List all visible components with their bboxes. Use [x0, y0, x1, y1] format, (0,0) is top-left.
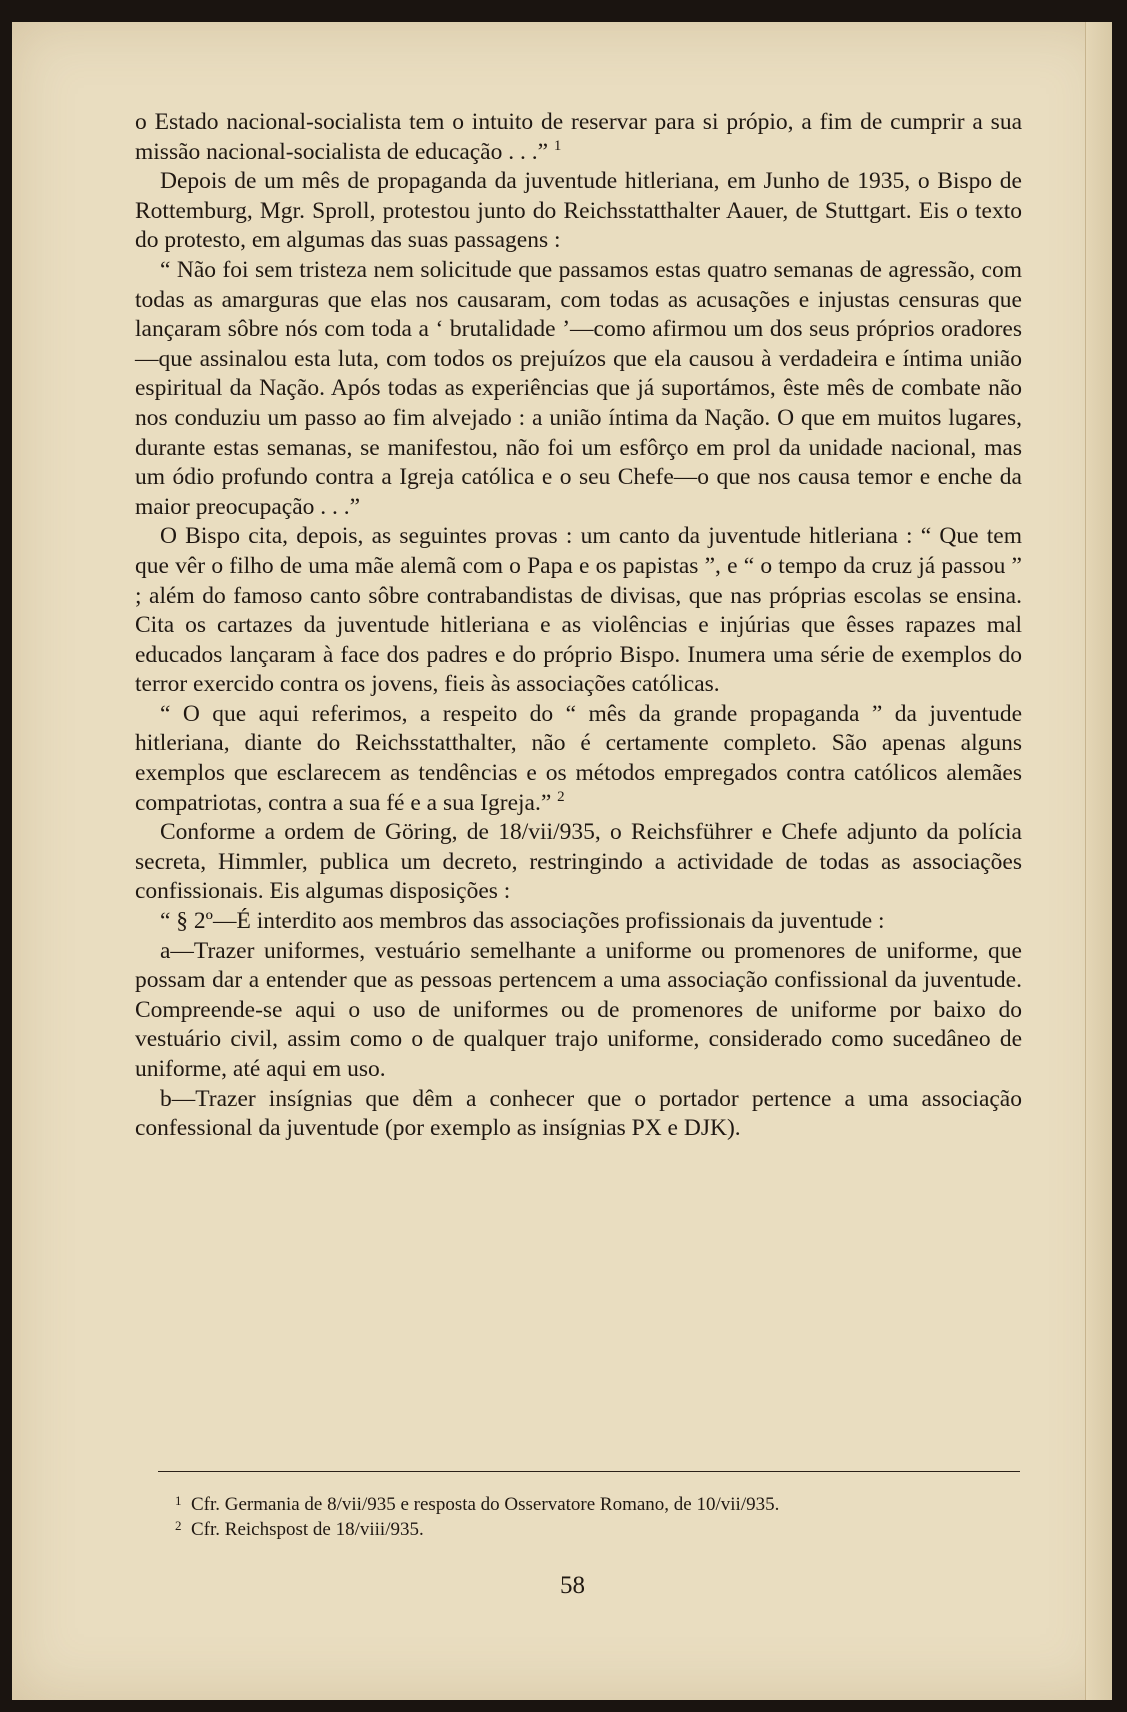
- footnote-text: Cfr. Germania de 8/vii/935 e resposta do Osservatore Romano, de 10/vii/935.: [191, 1494, 780, 1515]
- paragraph: “ § 2º—É interdito aos membros das associações profissionais da juventude :: [160, 908, 885, 935]
- paragraph: “ Não foi sem tristeza nem solicitude que passamos estas quatro semanas de agressão, com todas as amarguras que elas nos causaram, com todas as acusações e injustas censuras que lançaram sôbre nós com toda a ‘ brutalidade ’—como afirmou um dos seus próprios oradores—que assinalou esta luta, com todos os prejuízos que ela causou à verdadeira e íntima união espiritual da Nação. Após todas as experiências que já suportámos, êste mês de combate não nos conduziu um passo ao fim alvejado : a união íntima da Nação. O que em muitos lugares, durante estas semanas, se manifestou, não foi um esfôrço em prol da unidade nacional, mas um ódio profundo contra a Igreja católica e o seu Chefe—o que nos causa temor e enche da maior preocupação . . .”: [135, 256, 1022, 520]
- paragraph: b—Trazer insígnias que dêm a conhecer que o portador pertence a uma associação confessional da juventude (por exemplo as insígnias PX e DJK).: [135, 1085, 1022, 1142]
- body-text: [135, 108, 1022, 1144]
- footnote-divider: [158, 1471, 1020, 1472]
- paragraph: o Estado nacional-socialista tem o intuito de reservar para si própio, a fim de cumprir a sua missão nacional-socialista de educação . . .” $^1$: [135, 109, 1022, 165]
- paragraph: a—Trazer uniformes, vestuário semelhante a uniforme ou promenores de uniforme, que possam dar a entender que as pessoas pertencem a uma associação confissional da juventude. Compreende-se aqui o uso de uniformes ou de promenores de uniforme por baixo do vestuário civil, assim como o de qualquer trajo uniforme, considerado como sucedâneo de uniforme, até aqui em uso.: [135, 937, 1022, 1082]
- footnote-mark: 2: [175, 1518, 182, 1533]
- paragraph: O Bispo cita, depois, as seguintes provas : um canto da juventude hitleriana : “ Que tem que vêr o filho de uma mãe alemã com o Papa e os papistas ”, e “ o tempo da cruz já passou ” ; além do famoso canto sôbre contrabandistas de divisas, que nas próprias escolas se ensina. Cita os cartazes da juventude hitleriana e as violências e injúrias que êsses rapazes mal educados lançaram à face dos padres e do próprio Bispo. Inumera uma série de exemplos do terror exercido contra os jovens, fieis às associações católicas.: [135, 523, 1022, 698]
- footnote: [175, 1492, 1005, 1517]
- paragraph: “ O que aqui referimos, a respeito do “ mês da grande propaganda ” da juventude hitleriana, diante do Reichsstatthalter, não é certamente completo. São apenas alguns exemplos que esclarecem as tendências e os métodos empregados contra católicos alemães compatriotas, contra a sua fé e a sua Igreja.” $^2$: [135, 700, 1022, 816]
- paragraph: Depois de um mês de propaganda da juventude hitleriana, em Junho de 1935, o Bispo de Rottemburg, Mgr. Sproll, protestou junto do Reichsstatthalter Aauer, de Stuttgart. Eis o texto do protesto, em algumas das suas passagens :: [135, 168, 1022, 254]
- paragraph: Conforme a ordem de Göring, de 18/vii/935, o Reichsführer e Chefe adjunto da polícia secreta, Himmler, publica um decreto, restringindo a actividade de todas as associações confissionais. Eis algumas disposições :: [135, 819, 1022, 905]
- footnote-text: Cfr. Reichspost de 18/viii/935.: [191, 1519, 424, 1540]
- footnote-mark: 1: [175, 1493, 182, 1508]
- footnote-ref-1: 1: [553, 137, 562, 154]
- footnote: [175, 1517, 1005, 1542]
- footnote-ref-2: 2: [557, 788, 565, 805]
- footnotes: [175, 1492, 1005, 1542]
- page-number: 58: [560, 1572, 585, 1599]
- page-spine: [1085, 22, 1112, 1700]
